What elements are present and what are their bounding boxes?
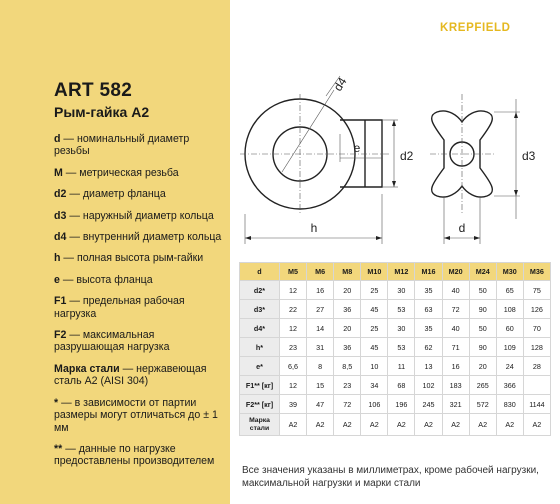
legend-desc: — высота фланца xyxy=(59,273,153,286)
legend-desc: — предельная рабочая нагрузка xyxy=(54,295,185,320)
legend-term: M xyxy=(54,166,63,179)
table-header-row xyxy=(240,263,551,281)
legend-term: F1 xyxy=(54,295,67,308)
table-cell: А2 xyxy=(280,414,307,436)
table-cell: 70 xyxy=(523,319,550,338)
table-cell: 35 xyxy=(415,319,442,338)
legend-desc: — наружный диаметр кольца xyxy=(66,209,214,222)
table-cell: 321 xyxy=(442,395,469,414)
table-cell: 24 xyxy=(496,357,523,376)
legend-note xyxy=(54,443,224,468)
legend-desc: — данные по нагрузке предоставлены производителем xyxy=(54,442,215,468)
table-cell xyxy=(523,376,550,395)
legend-desc: — диаметр фланца xyxy=(66,188,166,201)
legend-item xyxy=(54,252,224,264)
table-cell: 31 xyxy=(307,338,334,357)
table-header-cell: M24 xyxy=(469,263,496,281)
table-cell: 11 xyxy=(388,357,415,376)
row-label: d3* xyxy=(240,300,280,319)
row-label: Марка стали xyxy=(240,414,280,436)
table-cell: 16 xyxy=(307,281,334,300)
label-h: h xyxy=(310,221,318,235)
table-cell: 34 xyxy=(361,376,388,395)
table-cell: А2 xyxy=(415,414,442,436)
legend-item xyxy=(54,133,224,158)
table-cell: 106 xyxy=(361,395,388,414)
table-cell: 45 xyxy=(361,300,388,319)
table-cell: 62 xyxy=(415,338,442,357)
table-cell: 53 xyxy=(388,300,415,319)
flange-shape xyxy=(340,120,382,187)
table-cell: 45 xyxy=(361,338,388,357)
table-row xyxy=(240,357,551,376)
product-subtitle: Рым-гайка А2 xyxy=(54,104,150,120)
row-label: e* xyxy=(240,357,280,376)
legend-term: d3 xyxy=(54,209,67,222)
legend-term: ** xyxy=(54,442,63,455)
table-cell: 126 xyxy=(523,300,550,319)
table-cell: 13 xyxy=(415,357,442,376)
label-d3: d3 xyxy=(522,149,536,163)
legend-desc: — внутренний диаметр кольца xyxy=(66,231,222,244)
table-header-cell: M36 xyxy=(523,263,550,281)
table-cell: А2 xyxy=(388,414,415,436)
table-cell: 265 xyxy=(469,376,496,395)
table-header-cell: M8 xyxy=(334,263,361,281)
legend-item xyxy=(54,210,224,222)
table-cell: 40 xyxy=(442,281,469,300)
legend-item xyxy=(54,363,224,388)
table-cell: 22 xyxy=(280,300,307,319)
table-cell: 72 xyxy=(442,300,469,319)
table-header-cell: M30 xyxy=(496,263,523,281)
table-cell: 23 xyxy=(334,376,361,395)
footnote: Все значения указаны в миллиметрах, кроме рабочей нагрузки, максимальной нагрузки и марки стали xyxy=(242,465,539,489)
table-cell: А2 xyxy=(361,414,388,436)
legend-term: Марка стали xyxy=(54,362,120,375)
spec-table xyxy=(239,262,551,436)
table-cell: 27 xyxy=(307,300,334,319)
table-cell: 109 xyxy=(496,338,523,357)
table-cell: 50 xyxy=(469,319,496,338)
table-cell: 14 xyxy=(307,319,334,338)
table-cell: А2 xyxy=(307,414,334,436)
table-cell: 572 xyxy=(469,395,496,414)
legend-desc: — в зависимости от партии размеры могут отличаться до ± 1 мм xyxy=(54,396,218,434)
table-cell: 53 xyxy=(388,338,415,357)
table-header-cell: M20 xyxy=(442,263,469,281)
table-cell: 25 xyxy=(361,319,388,338)
technical-drawing xyxy=(232,54,558,254)
table-cell: 366 xyxy=(496,376,523,395)
table-cell: 108 xyxy=(496,300,523,319)
legend-item xyxy=(54,274,224,286)
table-header-cell: d xyxy=(240,263,280,281)
label-d2: d2 xyxy=(400,149,414,163)
legend-term: F2 xyxy=(54,329,67,342)
table-cell: 90 xyxy=(469,338,496,357)
table-cell: А2 xyxy=(469,414,496,436)
table-row xyxy=(240,376,551,395)
legend-term: e xyxy=(54,273,60,286)
table-cell: 36 xyxy=(334,338,361,357)
table-cell: 72 xyxy=(334,395,361,414)
label-d: d xyxy=(458,221,466,235)
legend-item xyxy=(54,188,224,200)
product-title: ART 582 xyxy=(54,80,133,101)
table-cell: 8,5 xyxy=(334,357,361,376)
legend-desc: — метрическая резьба xyxy=(62,166,179,179)
table-cell: 20 xyxy=(334,319,361,338)
row-label: h* xyxy=(240,338,280,357)
table-cell: 25 xyxy=(361,281,388,300)
legend-item xyxy=(54,329,224,354)
table-cell: 50 xyxy=(469,281,496,300)
table-header-cell: M5 xyxy=(280,263,307,281)
table-cell: 1144 xyxy=(523,395,550,414)
info-panel xyxy=(0,0,230,504)
legend-item xyxy=(54,231,224,243)
legend-term: d4 xyxy=(54,231,67,244)
row-label: d4* xyxy=(240,319,280,338)
brand-logo: KREPFIELD xyxy=(440,22,511,34)
table-cell: 30 xyxy=(388,281,415,300)
row-label: F1** [кг] xyxy=(240,376,280,395)
table-cell: 47 xyxy=(307,395,334,414)
table-cell: 39 xyxy=(280,395,307,414)
table-cell: 90 xyxy=(469,300,496,319)
table-row xyxy=(240,338,551,357)
table-cell: 12 xyxy=(280,281,307,300)
table-cell: 20 xyxy=(334,281,361,300)
table-cell: 68 xyxy=(388,376,415,395)
table-row xyxy=(240,300,551,319)
table-row xyxy=(240,414,551,436)
table-cell: 36 xyxy=(334,300,361,319)
legend-term: d xyxy=(54,133,61,145)
table-cell: 102 xyxy=(415,376,442,395)
table-header-cell: M10 xyxy=(361,263,388,281)
table-cell: 830 xyxy=(496,395,523,414)
table-header-cell: M16 xyxy=(415,263,442,281)
legend-note xyxy=(54,397,224,434)
table-cell: 8 xyxy=(307,357,334,376)
table-cell: А2 xyxy=(523,414,550,436)
table-row xyxy=(240,281,551,300)
label-e: e xyxy=(353,141,361,155)
table-cell: 65 xyxy=(496,281,523,300)
row-label: d2* xyxy=(240,281,280,300)
table-cell: А2 xyxy=(496,414,523,436)
table-header-cell: M6 xyxy=(307,263,334,281)
legend-desc: — полная высота рым-гайки xyxy=(60,252,204,265)
table-cell: 40 xyxy=(442,319,469,338)
table-cell: 245 xyxy=(415,395,442,414)
table-cell: 35 xyxy=(415,281,442,300)
table-cell: 60 xyxy=(496,319,523,338)
table-cell: 20 xyxy=(469,357,496,376)
table-cell: 15 xyxy=(307,376,334,395)
table-header-cell: M12 xyxy=(388,263,415,281)
table-row xyxy=(240,395,551,414)
table-cell: 28 xyxy=(523,357,550,376)
table-cell: 63 xyxy=(415,300,442,319)
legend-item xyxy=(54,295,224,320)
table-cell: 16 xyxy=(442,357,469,376)
legend-term: * xyxy=(54,396,59,409)
legend-desc: — нержавеющая сталь А2 (AISI 304) xyxy=(54,362,207,388)
legend-term: h xyxy=(54,252,61,265)
table-cell: 30 xyxy=(388,319,415,338)
table-cell: 128 xyxy=(523,338,550,357)
legend-term: d2 xyxy=(54,188,67,201)
table-cell: 23 xyxy=(280,338,307,357)
table-cell: 10 xyxy=(361,357,388,376)
table-cell: 75 xyxy=(523,281,550,300)
table-cell: 71 xyxy=(442,338,469,357)
table-cell: 196 xyxy=(388,395,415,414)
table-cell: 12 xyxy=(280,376,307,395)
table-cell: 12 xyxy=(280,319,307,338)
table-cell: А2 xyxy=(442,414,469,436)
table-cell: 6,6 xyxy=(280,357,307,376)
legend-desc: — номинальный диаметр резьбы xyxy=(54,133,190,158)
legend xyxy=(54,133,224,477)
table-row xyxy=(240,319,551,338)
row-label: F2** [кг] xyxy=(240,395,280,414)
table-cell: А2 xyxy=(334,414,361,436)
legend-item xyxy=(54,167,224,179)
legend-desc: — максимальная разрушающая нагрузка xyxy=(54,329,170,354)
table-cell: 183 xyxy=(442,376,469,395)
label-d4: d4 xyxy=(330,74,350,94)
